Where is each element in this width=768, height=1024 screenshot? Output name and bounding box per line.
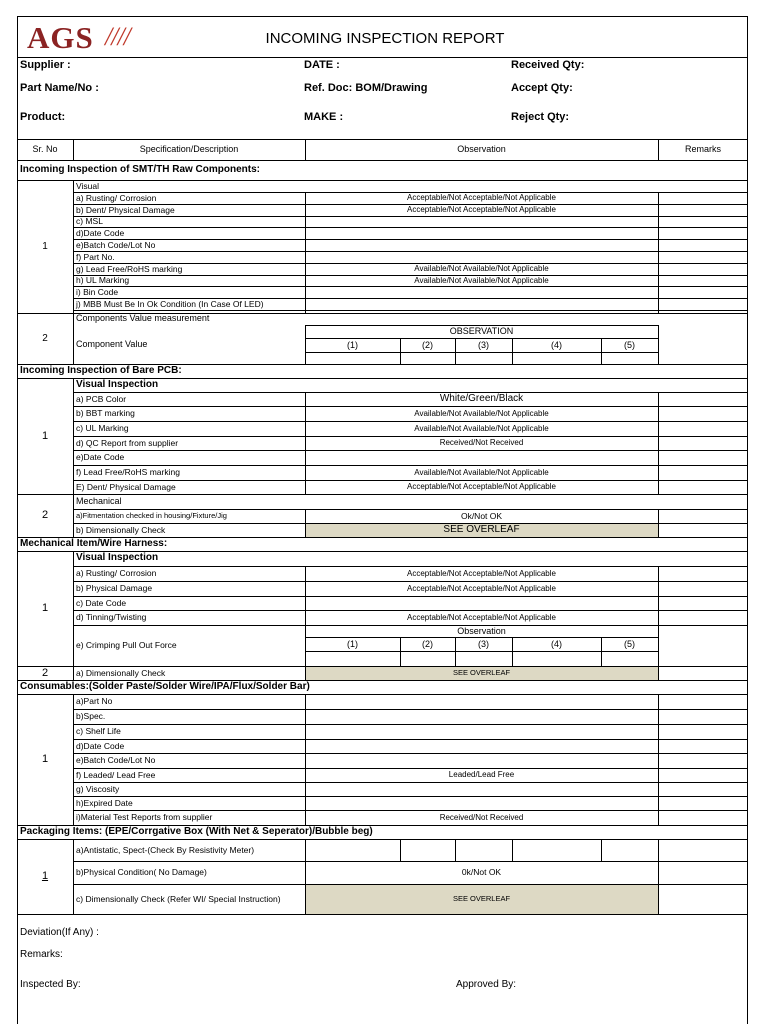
sec5-g1-sr: 1: [41, 870, 49, 882]
sec1-g1-row-4-spec: e)Batch Code/Lot No: [76, 239, 156, 250]
sec3-g2-obs: SEE OVERLEAF: [452, 668, 511, 678]
sec2-g2-row-0-obs: Ok/Not OK: [460, 510, 503, 521]
h-rule: [17, 914, 748, 915]
v-rule: [512, 637, 513, 666]
sec3-g1-crimp-label: e) Crimping Pull Out Force: [76, 640, 177, 651]
v-rule: [658, 566, 659, 666]
sec1-g1-row-4-obs: [305, 239, 658, 251]
sec1-g1-row-5-obs: [305, 251, 658, 263]
v-rule: [400, 637, 401, 666]
sec4-g1-row-4-spec: e)Batch Code/Lot No: [76, 755, 156, 766]
v-rule: [305, 666, 306, 680]
accept-qty-label: Accept Qty:: [511, 82, 573, 94]
sec3-g1-row-1-spec: b) Physical Damage: [76, 583, 153, 594]
sec5-g1-row-0-spec: a)Antistatic, Spect-(Check By Resistivity Meter): [76, 844, 255, 855]
sec1-g2-heading: Components Value measurement: [76, 313, 210, 324]
sec2-g1-row-6-spec: E) Dent/ Physical Damage: [76, 481, 176, 492]
received-qty-label: Received Qty:: [511, 59, 585, 71]
part-name-label: Part Name/No :: [20, 82, 99, 94]
sec1-g1-row-7-obs: Available/Not Available/Not Applicable: [414, 275, 549, 285]
sec4-g1-row-0-spec: a)Part No: [76, 696, 113, 707]
logo-bars: ////: [105, 22, 130, 51]
remarks-label: Remarks:: [20, 949, 63, 960]
v-rule: [73, 839, 74, 914]
v-rule: [305, 839, 306, 914]
v-rule: [305, 392, 306, 494]
sec1-g1-row-6-obs: Available/Not Available/Not Applicable: [414, 264, 549, 273]
h-rule: [305, 651, 658, 652]
v-rule: [658, 325, 659, 364]
h-rule: [17, 57, 748, 58]
v-rule: [73, 666, 74, 680]
report-title: INCOMING INSPECTION REPORT: [265, 30, 505, 47]
reject-qty-label: Reject Qty:: [511, 111, 570, 123]
sec2-g1-row-3-spec: d) QC Report from supplier: [76, 437, 179, 448]
sec3-g1-num-0: (1): [347, 638, 358, 649]
sec4-g1-row-5-obs: Leaded/Lead Free: [448, 770, 515, 779]
sec3-g1-num-1: (2): [422, 638, 433, 649]
sec1-g1-row-1-obs: Acceptable/Not Acceptable/Not Applicable: [407, 205, 556, 214]
sec4-g1-row-7-obs: [305, 796, 658, 810]
sec4-g1-row-1-obs: [305, 709, 658, 724]
h-rule: [305, 352, 658, 353]
sec1-g2-num-2: (3): [478, 339, 489, 350]
v-rule: [305, 566, 306, 666]
sec2-g1-row-4-obs: [305, 450, 658, 465]
sec3-g1-row-1-obs: Acceptable/Not Acceptable/Not Applicable: [407, 583, 556, 593]
sec2-g1-row-3-obs: Received/Not Received: [439, 438, 524, 447]
approved-by-label: Approved By:: [456, 979, 517, 990]
sec3-g1-row-2-obs: [305, 596, 658, 610]
v-rule: [73, 378, 74, 494]
sec1-g1-row-2-obs: [305, 216, 658, 227]
ref-doc-label: Ref. Doc: BOM/Drawing: [304, 82, 428, 94]
sec2-g1-row-6-obs: Acceptable/Not Acceptable/Not Applicable: [407, 482, 556, 491]
col-header-obs: Observation: [457, 144, 506, 154]
sec5-g1-row-0-obs: [305, 839, 658, 861]
sec3-g1-row-0-obs: Acceptable/Not Acceptable/Not Applicable: [407, 568, 556, 578]
v-rule: [658, 192, 659, 313]
inspected-by-label: Inspected By:: [20, 979, 81, 990]
v-rule: [305, 192, 306, 313]
sec1-g1-row-0-obs: Acceptable/Not Acceptable/Not Applicable: [407, 193, 556, 202]
v-rule: [658, 694, 659, 825]
v-rule: [73, 313, 74, 364]
sec1-g2-obs-heading: OBSERVATION: [449, 326, 514, 336]
sec2-g2-sr: 2: [41, 509, 49, 521]
v-rule: [658, 839, 659, 914]
sec4-g1-row-4-obs: [305, 753, 658, 768]
v-rule: [305, 139, 306, 160]
sec1-g1-row-7-spec: h) UL Marking: [76, 275, 130, 286]
sec1-g1-row-3-spec: d)Date Code: [76, 227, 125, 238]
section-consumables-title: Consumables:(Solder Paste/Solder Wire/IPA/Flux/Solder Bar): [20, 680, 310, 692]
v-rule: [305, 325, 306, 364]
sec1-g2-num-0: (1): [347, 339, 358, 350]
v-rule: [601, 637, 602, 666]
sec3-g1-heading: Visual Inspection: [76, 552, 159, 564]
v-rule: [658, 139, 659, 160]
sec1-g1-row-9-obs: [305, 298, 658, 310]
sec4-g1-row-1-spec: b)Spec.: [76, 711, 106, 722]
v-rule: [73, 551, 74, 666]
v-rule: [658, 392, 659, 494]
sec3-g1-num-3: (4): [551, 638, 562, 649]
sec2-g1-row-5-spec: f) Lead Free/RoHS marking: [76, 467, 180, 478]
sec2-g1-row-1-obs: Available/Not Available/Not Applicable: [414, 408, 549, 418]
sec4-g1-row-8-obs: Received/Not Received: [439, 812, 524, 822]
sec3-g1-num-4: (5): [624, 638, 635, 649]
v-rule: [73, 494, 74, 537]
supplier-label: Supplier :: [20, 59, 71, 71]
v-rule: [658, 509, 659, 537]
sec3-g1-num-2: (3): [478, 638, 489, 649]
sec1-g2-sr: 2: [42, 332, 48, 344]
v-rule: [601, 839, 602, 861]
sec4-g1-row-3-obs: [305, 739, 658, 753]
sec1-g1-row-1-spec: b) Dent/ Physical Damage: [76, 204, 175, 215]
v-rule: [400, 839, 401, 861]
v-rule: [400, 338, 401, 364]
v-rule: [455, 839, 456, 861]
sec2-g2-row-1-obs: SEE OVERLEAF: [443, 524, 520, 535]
sec5-g1-row-2-spec: c) Dimensionally Check (Refer WI/ Special Instruction): [76, 893, 281, 904]
section-pcb-title: Incoming Inspection of Bare PCB:: [20, 364, 182, 376]
sec1-g1-sr: 1: [42, 240, 48, 252]
company-logo: AGS: [27, 20, 94, 55]
sec2-g1-row-1-spec: b) BBT marking: [76, 408, 135, 419]
sec1-g1-heading: Visual: [76, 180, 99, 191]
col-header-spec: Specification/Description: [139, 144, 239, 154]
section-smt-title: Incoming Inspection of SMT/TH Raw Components:: [20, 163, 260, 175]
sec2-g2-row-0-spec: a)Fitmentation checked in housing/Fixture/Jig: [76, 511, 227, 521]
sec4-g1-row-6-obs: [305, 782, 658, 796]
date-label: DATE :: [304, 59, 340, 71]
sec4-g1-row-8-spec: i)Material Test Reports from supplier: [76, 812, 213, 823]
sec2-g2-heading: Mechanical: [76, 495, 122, 506]
sec5-g1-row-1-spec: b)Physical Condition( No Damage): [76, 867, 207, 878]
sec1-g1-row-5-spec: f) Part No.: [76, 251, 115, 262]
sec3-g1-row-3-obs: Acceptable/Not Acceptable/Not Applicable: [407, 612, 556, 622]
make-label: MAKE :: [304, 111, 344, 123]
h-rule: [73, 310, 748, 311]
v-rule: [73, 180, 74, 313]
v-rule: [601, 338, 602, 364]
sec2-g1-row-4-spec: e)Date Code: [76, 452, 125, 463]
sec2-g1-row-0-obs: White/Green/Black: [439, 393, 524, 404]
sec4-g1-row-6-spec: g) Viscosity: [76, 783, 120, 794]
sec3-g2-sr: 2: [41, 666, 49, 679]
sec3-g1-row-0-spec: a) Rusting/ Corrosion: [76, 568, 157, 579]
sec2-g1-row-5-obs: Available/Not Available/Not Applicable: [414, 467, 549, 477]
sec3-g1-obs-heading: Observation: [457, 625, 506, 636]
sec5-g1-row-2-obs: SEE OVERLEAF: [452, 894, 511, 904]
deviation-label: Deviation(If Any) :: [20, 927, 99, 938]
sec2-g1-heading: Visual Inspection: [76, 378, 159, 390]
v-rule: [658, 666, 659, 680]
product-label: Product:: [20, 111, 66, 123]
v-rule: [512, 338, 513, 364]
sec4-g1-row-3-spec: d)Date Code: [76, 740, 125, 751]
sec4-g1-sr: 1: [41, 753, 49, 765]
sec1-g1-row-8-spec: i) Bin Code: [76, 286, 119, 297]
sec1-g2-num-1: (2): [422, 339, 433, 350]
sec1-g1-row-3-obs: [305, 227, 658, 239]
sec4-g1-row-7-spec: h)Expired Date: [76, 797, 133, 808]
v-rule: [305, 694, 306, 825]
sec2-g1-row-0-spec: a) PCB Color: [76, 393, 127, 404]
v-rule: [73, 694, 74, 825]
sec2-g1-row-2-spec: c) UL Marking: [76, 423, 129, 434]
v-rule: [73, 139, 74, 160]
sec4-g1-row-5-spec: f) Leaded/ Lead Free: [76, 769, 156, 780]
v-rule: [512, 839, 513, 861]
sec1-g2-num-3: (4): [551, 339, 562, 350]
section-packaging-title: Packaging Items: (EPE/Corrgative Box (With Net & Seperator)/Bubble beg): [20, 825, 373, 837]
sec1-g1-row-0-spec: a) Rusting/ Corrosion: [76, 192, 157, 203]
sec3-g1-row-3-spec: d) Tinning/Twisting: [76, 612, 147, 623]
sec4-g1-row-2-spec: c) Shelf Life: [76, 726, 121, 737]
sec3-g1-sr: 1: [41, 602, 49, 614]
col-header-sr: Sr. No: [32, 144, 58, 154]
sec1-g1-row-6-spec: g) Lead Free/RoHS marking: [76, 263, 183, 274]
sec2-g1-sr: 1: [41, 429, 49, 442]
sec1-g2-row-label: Component Value: [76, 338, 148, 349]
sec4-g1-row-0-obs: [305, 694, 658, 709]
sec1-g2-num-4: (5): [624, 339, 635, 350]
sec2-g2-row-1-spec: b) Dimensionally Check: [76, 524, 166, 535]
sec1-g1-row-8-obs: [305, 286, 658, 298]
sec1-g1-row-9-spec: j) MBB Must Be In Ok Condition (In Case Of LED): [76, 298, 264, 309]
col-header-remarks: Remarks: [684, 144, 721, 154]
sec2-g1-row-2-obs: Available/Not Available/Not Applicable: [414, 423, 549, 433]
sec4-g1-row-2-obs: [305, 724, 658, 739]
v-rule: [455, 637, 456, 666]
section-mech-title: Mechanical Item/Wire Harness:: [20, 537, 168, 549]
sec1-g1-row-2-spec: c) MSL: [76, 216, 103, 227]
sec3-g1-row-2-spec: c) Date Code: [76, 597, 127, 608]
sec3-g2-spec: a) Dimensionally Check: [76, 667, 166, 678]
sec5-g1-row-1-obs: 0k/Not OK: [461, 867, 502, 878]
v-rule: [455, 338, 456, 364]
v-rule: [305, 509, 306, 537]
